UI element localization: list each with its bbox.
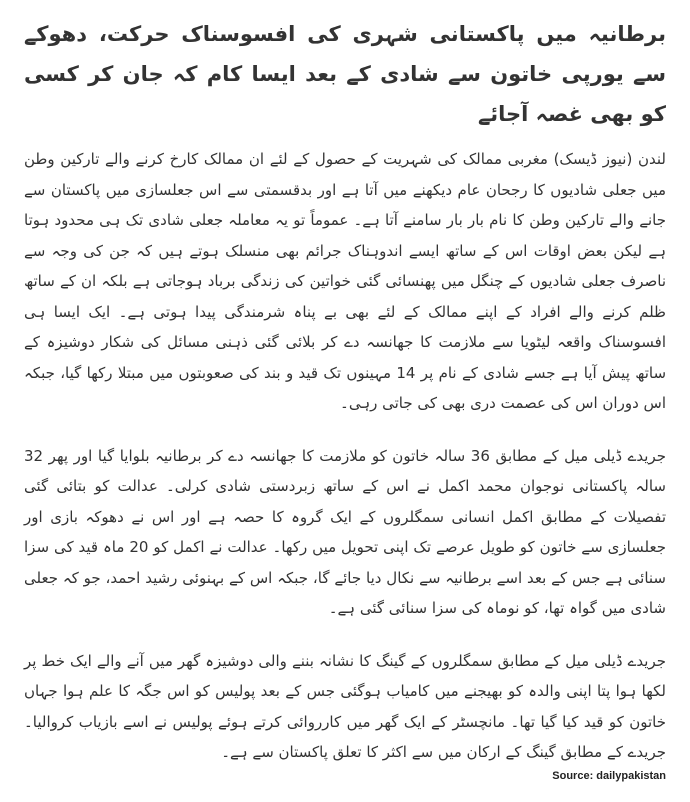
- article-paragraph: جریدے ڈیلی میل کے مطابق سمگلروں کے گینگ کا نشانہ بننے والی دوشیزہ گھر میں آنے والے ایک خط پر لکھا ہوا پتا اپنی والدہ کو بھیجنے میں کامیاب ہوگئی جس کے بعد پولیس کو اس جگہ کا علم ہوا جہاں خاتون کو قید کیا گیا تھا۔ مانچسٹر کے ایک گھر میں کارروائی کرتے ہوئے پولیس نے اسے بازیاب کروالیا۔ جریدے کے مطابق گینگ کے ارکان میں سے اکثر کا تعلق پاکستان سے ہے۔: [24, 651, 666, 761]
- article-paragraph: جریدے ڈیلی میل کے مطابق 36 سالہ خاتون کو ملازمت کا جھانسہ دے کر برطانیہ بلوایا گیا اور پھر 32 سالہ پاکستانی نوجوان محمد اکمل نے اس کے ساتھ زبردستی شادی کرلی۔ عدالت کو بتائی گئی تفصیلات کے مطابق اکمل انسانی سمگلروں کے ایک گروہ کا حصہ ہے اور اس نے دھوکہ بازی اور جعلسازی سے خاتون کو طویل عرصے تک اپنی تحویل میں رکھا۔ عدالت نے اکمل کو 20 ماہ قید کی سزا سنائی ہے جس کے بعد اسے برطانیہ سے نکال دیا جائے گا، جبکہ اس کے بہنوئی رشید احمد، جو کہ جعلی شادی میں گواہ تھا، کو نوماہ کی سزا سنائی گئی ہے۔: [24, 446, 667, 617]
- source-credit: Source: dailypakistan: [552, 770, 666, 782]
- article-headline: برطانیہ میں پاکستانی شہری کی افسوسناک حرکت، دھوکے سے یورپی خاتون سے شادی کے بعد ایسا کام کہ جان کر کسی کو بھی غصہ آجائے: [24, 22, 666, 126]
- article: [24, 14, 666, 790]
- article-paragraph: لندن (نیوز ڈیسک) مغربی ممالک کی شہریت کے حصول کے لئے ان ممالک کارخ کرنے والے تارکین وطن میں جعلی شادیوں کا رجحان عام دیکھنے میں آتا ہے اور بدقسمتی سے اس جعلسازی میں پاکستان سے جانے والے تارکین وطن کا نام بار بار سامنے آتا ہے۔ عموماً تو یہ معاملہ جعلی شادی تک ہی محدود ہوتا ہے لیکن بعض اوقات اس کے ساتھ ایسے اندوہناک جرائم بھی منسلک ہوتے ہیں کہ جن کی وجہ سے ناصرف جعلی شادیوں کے چنگل میں پھنسائی گئی خواتین کی زندگی برباد ہوجاتی ہے بلکہ ان کے ساتھ ظلم کرنے والے افراد کے اپنے ممالک کے لئے بھی بے پناہ شرمندگی پیدا ہوتی ہے۔ ایک ایسا ہی افسوسناک واقعہ لیٹویا سے ملازمت کا جھانسہ دے کر بلائی گئی ذہنی مسائل کی شکار دوشیزہ کے ساتھ پیش آیا ہے جسے شادی کے نام پر 14 مہینوں تک قید و بند کی صعوبتوں میں مبتلا رکھا گیا، جبکہ اس دوران اس کی عصمت دری بھی کی جاتی رہی۔: [24, 150, 667, 412]
